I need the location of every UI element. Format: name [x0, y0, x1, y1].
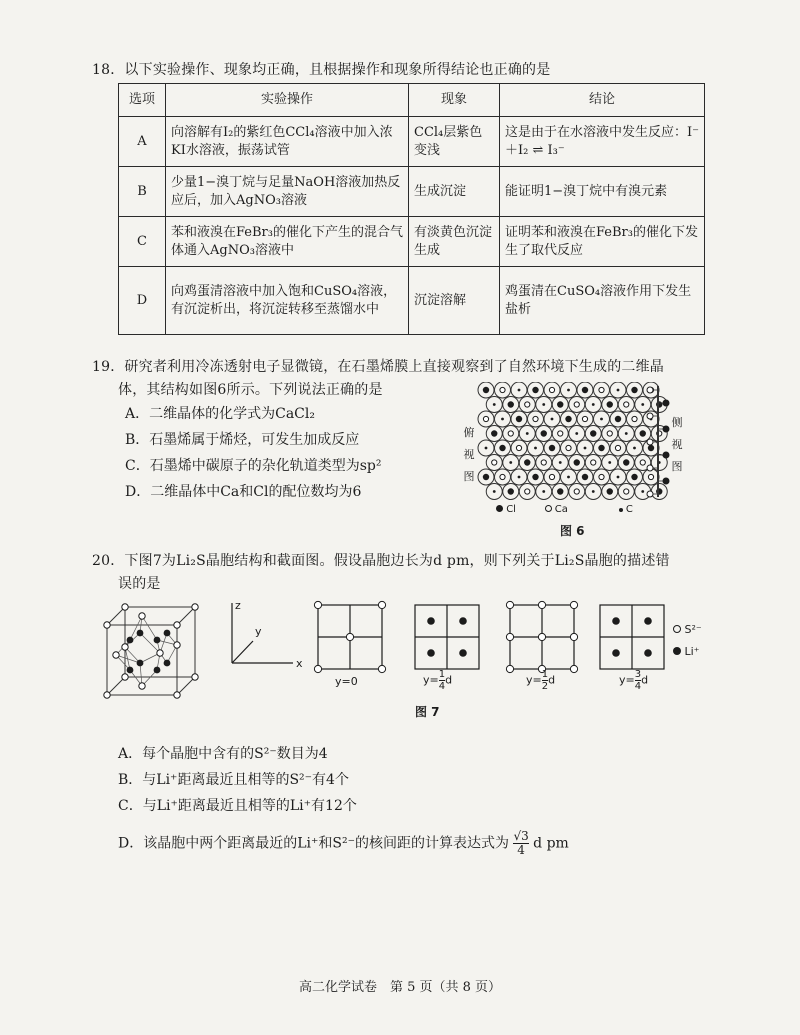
ca-atom	[549, 387, 554, 392]
cl-atom	[557, 488, 563, 494]
s-ion	[378, 601, 385, 608]
legend-ca-dot	[545, 505, 552, 512]
ca-atom	[492, 460, 497, 465]
cl-atom	[508, 401, 514, 407]
fig6-side-view-label: 侧视图	[671, 416, 683, 473]
fig6-top-view-label: 俯视图	[463, 426, 475, 483]
c-atom	[617, 476, 620, 479]
frac-num: √3	[513, 829, 529, 843]
q20-option-d-text: D．该晶胞中两个距离最近的Li⁺和S²⁻的核间距的计算表达式为	[118, 835, 509, 852]
side-view-atom	[663, 400, 669, 406]
q19-option-d: D．二维晶体中Ca和Cl的配位数均为6	[125, 484, 362, 500]
row-conclusion: 证明苯和液溴在FeBr₃的催化下发生了取代反应	[500, 217, 705, 267]
frac-den: 4	[517, 843, 525, 857]
cl-atom	[491, 430, 497, 436]
side-view-atom	[663, 452, 669, 458]
li-ion	[459, 617, 467, 625]
li-ion	[137, 630, 144, 637]
ca-atom	[607, 431, 612, 436]
s-ion	[174, 622, 180, 628]
row-phenomenon: 有淡黄色沉淀生成	[409, 217, 500, 267]
figure-7	[95, 595, 705, 720]
c-atom	[617, 389, 620, 392]
s-ion	[139, 683, 145, 689]
cl-atom	[532, 387, 538, 393]
section-label-y3: y= $\frac{3}{4}$ d	[619, 669, 649, 692]
li-ion	[427, 649, 435, 657]
li-ion	[612, 649, 620, 657]
s-ion	[139, 613, 145, 619]
c-atom	[534, 447, 537, 450]
cell-edge	[177, 677, 195, 695]
row-operation: 苯和液溴在FeBr₃的催化下产生的混合气体通入AgNO₃溶液中	[166, 217, 409, 267]
page-footer: 高二化学试卷 第 5 页（共 8 页）	[298, 980, 502, 995]
c-atom	[542, 490, 545, 493]
row-phenomenon: 沉淀溶解	[409, 267, 500, 335]
q20-option-c: C．与Li⁺距离最近且相等的Li⁺有12个	[118, 798, 357, 814]
side-view-atom	[663, 478, 669, 484]
row-operation: 向鸡蛋清溶液中加入饱和CuSO₄溶液，有沉淀析出，将沉淀转移至蒸馏水中	[166, 267, 409, 335]
q20-option-d	[118, 830, 569, 857]
ca-atom	[648, 474, 653, 479]
fig6-legend	[496, 504, 633, 515]
c-atom	[625, 432, 628, 435]
table-row	[119, 117, 705, 167]
s-ion	[570, 601, 577, 608]
s-ion	[122, 644, 128, 650]
table-header-row	[119, 84, 705, 117]
ca-atom	[533, 416, 538, 421]
s-ion	[506, 633, 513, 640]
axis-x-label: x	[296, 657, 303, 670]
fig7-legend	[673, 619, 702, 663]
cl-atom	[631, 387, 637, 393]
li-ion	[427, 617, 435, 625]
c-atom	[633, 447, 636, 450]
legend-s: S²⁻	[684, 623, 702, 636]
axis-y-label: y	[255, 625, 262, 638]
s-ion	[113, 652, 119, 658]
cl-atom	[640, 430, 646, 436]
s-ion	[538, 601, 545, 608]
header-operation: 实验操作	[166, 84, 409, 117]
c-atom	[518, 389, 521, 392]
q19-option-a: A．二维晶体的化学式为CaCl₂	[125, 406, 315, 422]
ca-atom	[624, 489, 629, 494]
legend-c-dot	[619, 508, 623, 512]
fig7-caption: 图 7	[415, 705, 440, 719]
legend-li-dot	[673, 647, 681, 655]
ca-atom	[516, 445, 521, 450]
ca-atom	[525, 402, 530, 407]
figure-6	[448, 382, 693, 542]
s-ion	[122, 604, 128, 610]
s-ion	[314, 601, 321, 608]
legend-c: C	[625, 504, 633, 515]
cl-atom	[582, 387, 588, 393]
s-ion	[346, 633, 353, 640]
c-atom	[584, 447, 587, 450]
side-view-atom	[647, 491, 653, 497]
ca-atom	[624, 402, 629, 407]
legend-ca: Ca	[554, 504, 568, 515]
s-ion	[104, 692, 110, 698]
header-phenomenon: 现象	[409, 84, 500, 117]
s-ion	[174, 642, 180, 648]
li-ion	[154, 667, 161, 674]
axis-y	[232, 641, 253, 663]
c-atom	[641, 490, 644, 493]
axis-z-label: z	[235, 599, 241, 612]
li-ion	[127, 637, 134, 644]
c-atom	[608, 461, 611, 464]
legend-cl: Cl	[506, 504, 516, 515]
ca-atom	[599, 474, 604, 479]
ca-atom	[508, 431, 513, 436]
cl-atom	[598, 445, 604, 451]
ca-atom	[640, 460, 645, 465]
c-atom	[518, 476, 521, 479]
cl-atom	[483, 387, 489, 393]
side-view-atom	[647, 413, 653, 419]
cl-atom	[607, 401, 613, 407]
c-atom	[600, 418, 603, 421]
s-ion	[570, 633, 577, 640]
cl-atom	[582, 474, 588, 480]
ca-atom	[566, 445, 571, 450]
row-option: C	[119, 217, 166, 267]
row-operation: 向溶解有I₂的紫红色CCl₄溶液中加入浓KI水溶液，振荡试管	[166, 117, 409, 167]
legend-li: Li⁺	[684, 645, 700, 658]
s-ion	[506, 665, 513, 672]
ca-atom	[615, 445, 620, 450]
side-view-atom	[647, 439, 653, 445]
cl-atom	[574, 459, 580, 465]
ca-atom	[574, 402, 579, 407]
cl-atom	[631, 474, 637, 480]
cl-atom	[499, 445, 505, 451]
ca-atom	[599, 387, 604, 392]
table-row	[119, 167, 705, 217]
c-atom	[542, 403, 545, 406]
c-atom	[592, 490, 595, 493]
ca-atom	[500, 474, 505, 479]
li-ion	[164, 660, 171, 667]
c-atom	[493, 490, 496, 493]
c-atom	[592, 403, 595, 406]
c-atom	[575, 432, 578, 435]
cl-atom	[607, 488, 613, 494]
li-ion	[137, 660, 144, 667]
c-atom	[559, 461, 562, 464]
c-atom	[526, 432, 529, 435]
q19-option-b: B．石墨烯属于烯烃，可发生加成反应	[125, 432, 360, 448]
header-option: 选项	[119, 84, 166, 117]
ca-atom	[500, 387, 505, 392]
q20-option-d-fraction	[513, 830, 528, 857]
side-view-atom	[663, 426, 669, 432]
cl-atom	[524, 459, 530, 465]
q20-stem-line2: 误的是	[118, 576, 161, 592]
c-atom	[567, 389, 570, 392]
q19-option-c: C．石墨烯中碳原子的杂化轨道类型为sp²	[125, 458, 382, 474]
s-ion	[538, 633, 545, 640]
s-ion	[314, 665, 321, 672]
cl-atom	[541, 430, 547, 436]
row-phenomenon: 生成沉淀	[409, 167, 500, 217]
q18-stem: 18．以下实验操作、现象均正确，且根据操作和现象所得结论也正确的是	[92, 62, 551, 78]
li-ion	[644, 617, 652, 625]
cl-atom	[590, 430, 596, 436]
ca-atom	[483, 416, 488, 421]
li-ion	[459, 649, 467, 657]
q20-stem-line1: 20．下图7为Li₂S晶胞结构和截面图。假设晶胞边长为d pm，则下列关于Li₂S晶胞的描述错	[92, 553, 670, 569]
c-atom	[493, 403, 496, 406]
s-ion	[192, 604, 198, 610]
section-label-y0: y=0	[335, 675, 358, 688]
cl-atom	[508, 488, 514, 494]
c-atom	[509, 461, 512, 464]
s-ion	[122, 674, 128, 680]
fig7-drawings	[95, 595, 705, 700]
row-conclusion: 这是由于在水溶液中发生反应：I⁻＋I₂ ⇌ I₃⁻	[500, 117, 705, 167]
fig6-caption: 图 6	[560, 524, 585, 538]
row-option: B	[119, 167, 166, 217]
s-ion	[104, 622, 110, 628]
li-ion	[644, 649, 652, 657]
row-option: D	[119, 267, 166, 335]
ca-atom	[558, 431, 563, 436]
row-operation: 少量1−溴丁烷与足量NaOH溶液加热反应后，加入AgNO₃溶液	[166, 167, 409, 217]
s-ion	[570, 665, 577, 672]
ca-atom	[632, 416, 637, 421]
cl-atom	[557, 401, 563, 407]
fig6-lattice	[448, 382, 693, 542]
s-ion	[192, 674, 198, 680]
side-view-atom	[647, 387, 653, 393]
q20-option-b: B．与Li⁺距离最近且相等的S²⁻有4个	[118, 772, 349, 788]
cl-atom	[623, 459, 629, 465]
section-label-y2: y= $\frac{1}{2}$ d	[526, 669, 556, 692]
cl-atom	[648, 445, 654, 451]
q20-option-a: A．每个晶胞中含有的S²⁻数目为4	[118, 746, 328, 762]
section-label-y1: y= $\frac{1}{4}$ d	[423, 669, 453, 692]
side-view-atom	[647, 465, 653, 471]
s-ion	[174, 692, 180, 698]
s-ion	[506, 601, 513, 608]
ca-atom	[582, 416, 587, 421]
ca-atom	[574, 489, 579, 494]
row-phenomenon: CCl₄层紫色变浅	[409, 117, 500, 167]
c-atom	[551, 418, 554, 421]
table-row	[119, 267, 705, 335]
cl-atom	[565, 416, 571, 422]
header-conclusion: 结论	[500, 84, 705, 117]
ca-atom	[591, 460, 596, 465]
legend-cl-dot	[496, 505, 503, 512]
legend-s-dot	[673, 625, 681, 633]
ca-atom	[525, 489, 530, 494]
li-ion	[164, 630, 171, 637]
q19-stem-line2: 体，其结构如图6所示。下列说法正确的是	[118, 382, 383, 398]
cell-edge	[177, 607, 195, 625]
li-ion	[154, 637, 161, 644]
q20-option-d-tail: d pm	[533, 835, 569, 852]
cell-edge	[107, 677, 125, 695]
q19-stem-line1: 19．研究者利用冷冻透射电子显微镜，在石墨烯膜上直接观察到了自然环境下生成的二维晶	[92, 359, 665, 375]
ca-atom	[549, 474, 554, 479]
row-conclusion: 能证明1−溴丁烷中有溴元素	[500, 167, 705, 217]
c-atom	[485, 447, 488, 450]
table-row	[119, 217, 705, 267]
cl-atom	[516, 416, 522, 422]
li-ion	[612, 617, 620, 625]
cl-atom	[483, 474, 489, 480]
row-conclusion: 鸡蛋清在CuSO₄溶液作用下发生盐析	[500, 267, 705, 335]
cl-atom	[615, 416, 621, 422]
c-atom	[501, 418, 504, 421]
cl-atom	[549, 445, 555, 451]
cell-bond	[142, 616, 157, 640]
ca-atom	[541, 460, 546, 465]
cell-edge	[107, 607, 125, 625]
c-atom	[567, 476, 570, 479]
c-atom	[641, 403, 644, 406]
s-ion	[157, 650, 163, 656]
cl-atom	[532, 474, 538, 480]
row-option: A	[119, 117, 166, 167]
q18-table	[118, 83, 705, 335]
s-ion	[378, 665, 385, 672]
li-ion	[127, 667, 134, 674]
